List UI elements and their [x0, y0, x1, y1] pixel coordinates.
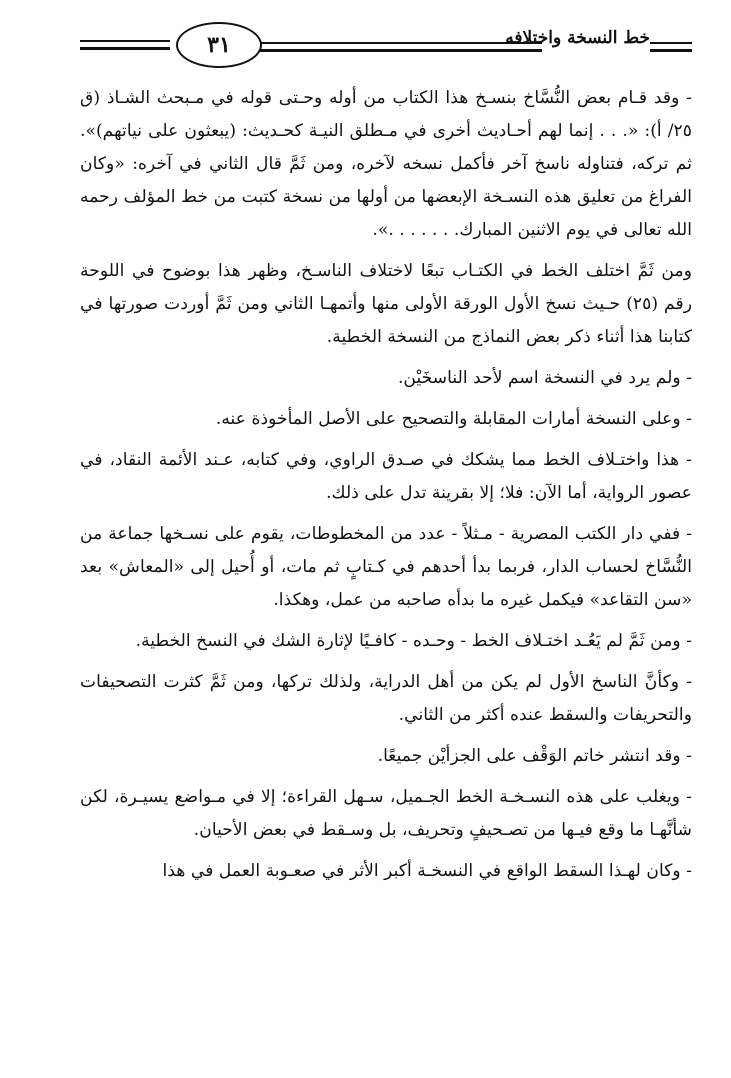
paragraph: - وعلى النسخة أمارات المقابلة والتصحيح على الأصل المأخوذة عنه. — [215, 409, 692, 429]
running-title: خط النسخة واختلافه — [505, 28, 650, 48]
paragraph: - ولم يرد في النسخة اسم لأحد الناسخَيْن. — [397, 368, 692, 388]
paragraph: - ويغلب على هذه النسـخـة الخط الجـميل، سـهل القراءة؛ إلا في مـواضع يسيـرة، لكن شأنَّهـا ما وقع فيـها من تصـحيفٍ وتحريف، بل وسـقط في بعض الأحيان. — [80, 787, 692, 840]
paragraph: - وكأنَّ الناسخ الأول لم يكن من أهل الدراية، ولذلك تركها، ومن ثَمَّ كثرت التصحيفات والتحريفات والسقط عنده أكثر من الثاني. — [80, 672, 692, 725]
header-rule — [80, 40, 170, 42]
paragraph: - هذا واختـلاف الخط مما يشكك في صـدق الراوي، وفي كتابه، عـند الأئمة النقاد، في عصور الرواية، أما الآن: فلا؛ إلا بقرينة تدل على ذلك. — [80, 450, 692, 503]
paragraph: - وقد قـام بعض النُّسَّاخ بنسـخ هذا الكتاب من أوله وحـتى قوله في مـبحث الشـاذ (ق ٢٥/ أ): «. . . إنما لهم أحـاديث أخرى في مـطلق النيـة كحـديث: (يبعثون على نياتهم)». ثم تركه، فتناوله ناسخ آخر فأكمل نسخه لآخره، ومن ثَمَّ قال الثاني في آخره: «وكان الفراغ من تعليق هذه النسـخة الإبعضها من أولها من نسخة كتبت من خط المؤلف رحمه الله تعالى في يوم الاثنين المبارك. . . . . . .». — [80, 88, 692, 240]
header-rule — [260, 49, 542, 52]
page-number: ٣١ — [176, 22, 262, 68]
paragraph: - وقد انتشر خاتم الوَقْف على الجزأيْن جميعًا. — [377, 746, 692, 766]
page-header — [80, 18, 692, 68]
header-rule — [650, 49, 692, 52]
paragraph: ومن ثَمَّ اختلف الخط في الكتـاب تبعًا لاختلاف الناسـخ، وظهر هذا بوضوح في اللوحة رقم (٢٥) حـيث نسخ الأول الورقة الأولى منها وأتمهـا الثاني ومن ثَمَّ أوردت صورتها في كتابنا هذا أثناء ذكر بعض النماذج من النسخة الخطية. — [80, 261, 692, 347]
paragraph: - ففي دار الكتب المصرية - مـثلاً - عدد من المخطوطات، يقوم على نسـخها جماعة من النُّسَّاخ لحساب الدار، فربما بدأ أحدهم في كـتابٍ ثم مات، أو أُحيل إلى «المعاش» بعد «سن التقاعد» فيكمل غيره ما بدأه صاحبه من عمل، وهكذا. — [80, 524, 692, 610]
body-text — [80, 82, 692, 896]
header-rule — [260, 42, 542, 44]
header-rule — [80, 47, 170, 50]
paragraph: - وكان لهـذا السقط الواقع في النسخـة أكبر الأثر في صعـوبة العمل في هذا — [162, 861, 692, 881]
paragraph: - ومن ثَمَّ لم يَعُـد اختـلاف الخط - وحـده - كافـيًا لإثارة الشك في النسخ الخطية. — [135, 631, 692, 651]
header-rule — [650, 42, 692, 44]
